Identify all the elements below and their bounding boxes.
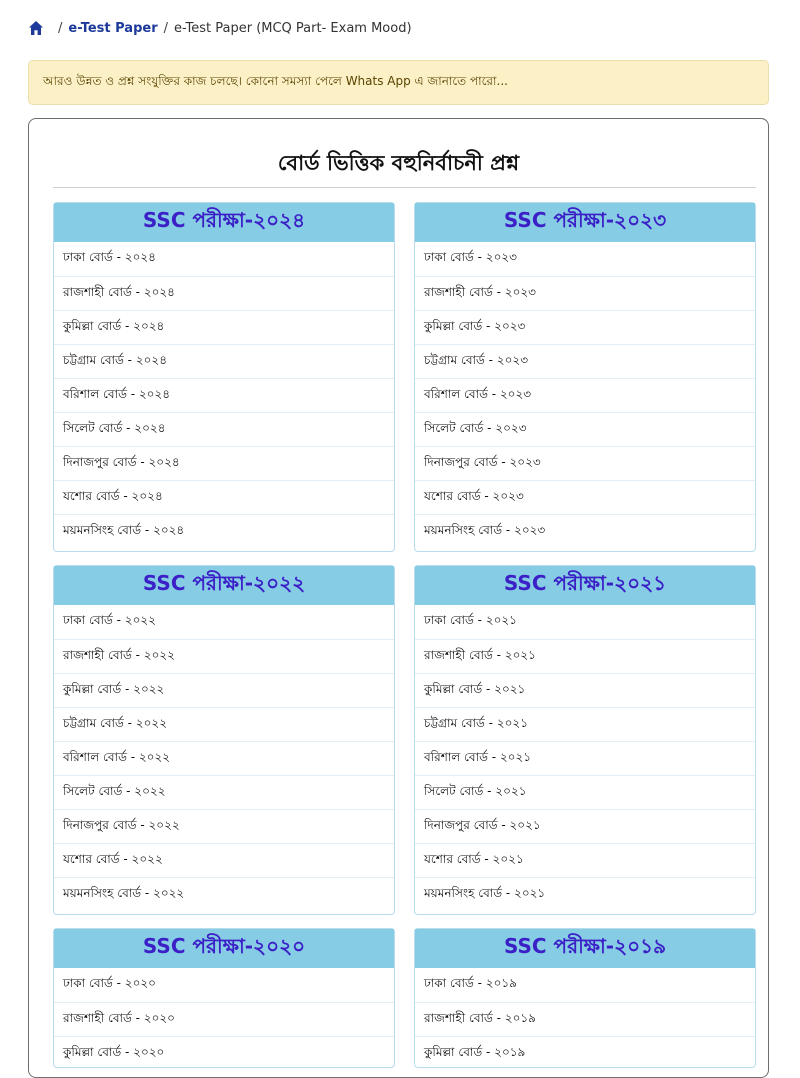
- board-link[interactable]: রাজশাহী বোর্ড - ২০২২: [54, 639, 394, 673]
- board-link[interactable]: কুমিল্লা বোর্ড - ২০২৪: [54, 310, 394, 344]
- notice-banner: আরও উন্নত ও প্রশ্ন সংযুক্তির কাজ চলছে। কোনো সমস্যা পেলে Whats App এ জানাতে পারো...: [28, 60, 769, 105]
- board-link[interactable]: ঢাকা বোর্ড - ২০২০: [63, 976, 156, 990]
- board-list: [415, 605, 755, 911]
- page-title: বোর্ড ভিত্তিক বহুনির্বাচনী প্রশ্ন: [277, 151, 520, 175]
- board-link[interactable]: রাজশাহী বোর্ড - ২০২৩: [415, 276, 755, 310]
- board-link[interactable]: কুমিল্লা বোর্ড - ২০২১: [415, 673, 755, 707]
- board-link[interactable]: বরিশাল বোর্ড - ২০২৪: [54, 378, 394, 412]
- board-link[interactable]: রাজশাহী বোর্ড - ২০২১: [415, 639, 755, 673]
- board-list: [415, 968, 755, 1070]
- board-list: [54, 968, 394, 1070]
- board-link[interactable]: বরিশাল বোর্ড - ২০২১: [415, 741, 755, 775]
- board-link[interactable]: যশোর বোর্ড - ২০২২: [54, 843, 394, 877]
- board-link[interactable]: ঢাকা বোর্ড - ২০২২: [63, 613, 156, 627]
- year-card-2021: [414, 565, 756, 915]
- breadcrumb-current: e-Test Paper (MCQ Part- Exam Mood): [174, 20, 412, 36]
- board-link[interactable]: চট্টগ্রাম বোর্ড - ২০২১: [415, 707, 755, 741]
- board-link[interactable]: ঢাকা বোর্ড - ২০২৪: [63, 250, 156, 264]
- board-link[interactable]: রাজশাহী বোর্ড - ২০২০: [54, 1002, 394, 1036]
- board-link[interactable]: ময়মনসিংহ বোর্ড - ২০২২: [54, 877, 394, 911]
- board-link[interactable]: ময়মনসিংহ বোর্ড - ২০২১: [415, 877, 755, 911]
- year-card-2022: [53, 565, 395, 915]
- year-card-2024: [53, 202, 395, 552]
- board-link[interactable]: দিনাজপুর বোর্ড - ২০২৪: [54, 446, 394, 480]
- board-link[interactable]: চট্টগ্রাম বোর্ড - ২০২২: [54, 707, 394, 741]
- board-link[interactable]: কুমিল্লা বোর্ড - ২০২২: [54, 673, 394, 707]
- board-link[interactable]: সিলেট বোর্ড - ২০২২: [54, 775, 394, 809]
- board-link[interactable]: বরিশাল বোর্ড - ২০২৩: [415, 378, 755, 412]
- year-heading: SSC পরীক্ষা-২০২২: [54, 566, 394, 605]
- year-heading: SSC পরীক্ষা-২০২৩: [415, 203, 755, 242]
- title-divider: [53, 187, 756, 188]
- board-list: [54, 605, 394, 911]
- board-link[interactable]: ঢাকা বোর্ড - ২০২৩: [424, 250, 517, 264]
- board-link[interactable]: রাজশাহী বোর্ড - ২০২৪: [54, 276, 394, 310]
- year-card-2023: [414, 202, 756, 552]
- board-link[interactable]: ঢাকা বোর্ড - ২০১৯: [424, 976, 517, 990]
- board-list: [415, 242, 755, 548]
- year-card-2020: [53, 928, 395, 1068]
- board-link[interactable]: সিলেট বোর্ড - ২০২৪: [54, 412, 394, 446]
- board-link[interactable]: যশোর বোর্ড - ২০২১: [415, 843, 755, 877]
- year-heading: SSC পরীক্ষা-২০২৪: [54, 203, 394, 242]
- board-link[interactable]: যশোর বোর্ড - ২০২৩: [415, 480, 755, 514]
- board-link[interactable]: সিলেট বোর্ড - ২০২৩: [415, 412, 755, 446]
- board-link[interactable]: বরিশাল বোর্ড - ২০২২: [54, 741, 394, 775]
- breadcrumb-separator: /: [163, 20, 169, 36]
- board-link[interactable]: দিনাজপুর বোর্ড - ২০২২: [54, 809, 394, 843]
- board-link[interactable]: দিনাজপুর বোর্ড - ২০২৩: [415, 446, 755, 480]
- board-link[interactable]: ঢাকা বোর্ড - ২০২১: [424, 613, 517, 627]
- breadcrumb: [28, 18, 412, 38]
- breadcrumb-link-etest[interactable]: e-Test Paper: [68, 20, 158, 36]
- year-heading: SSC পরীক্ষা-২০২০: [54, 929, 394, 968]
- board-link[interactable]: কুমিল্লা বোর্ড - ২০২৩: [415, 310, 755, 344]
- board-list: [54, 242, 394, 548]
- board-link[interactable]: ময়মনসিংহ বোর্ড - ২০২৩: [415, 514, 755, 548]
- board-link[interactable]: যশোর বোর্ড - ২০২৪: [54, 480, 394, 514]
- board-link[interactable]: দিনাজপুর বোর্ড - ২০২১: [415, 809, 755, 843]
- home-icon[interactable]: [28, 20, 44, 36]
- board-link[interactable]: ময়মনসিংহ বোর্ড - ২০২৪: [54, 514, 394, 548]
- year-card-2019: [414, 928, 756, 1068]
- board-link[interactable]: কুমিল্লা বোর্ড - ২০২০: [54, 1036, 394, 1070]
- year-heading: SSC পরীক্ষা-২০২১: [415, 566, 755, 605]
- breadcrumb-separator: /: [58, 20, 63, 36]
- year-heading: SSC পরীক্ষা-২০১৯: [415, 929, 755, 968]
- board-link[interactable]: কুমিল্লা বোর্ড - ২০১৯: [415, 1036, 755, 1070]
- board-link[interactable]: সিলেট বোর্ড - ২০২১: [415, 775, 755, 809]
- board-link[interactable]: রাজশাহী বোর্ড - ২০১৯: [415, 1002, 755, 1036]
- board-link[interactable]: চট্টগ্রাম বোর্ড - ২০২৪: [54, 344, 394, 378]
- board-link[interactable]: চট্টগ্রাম বোর্ড - ২০২৩: [415, 344, 755, 378]
